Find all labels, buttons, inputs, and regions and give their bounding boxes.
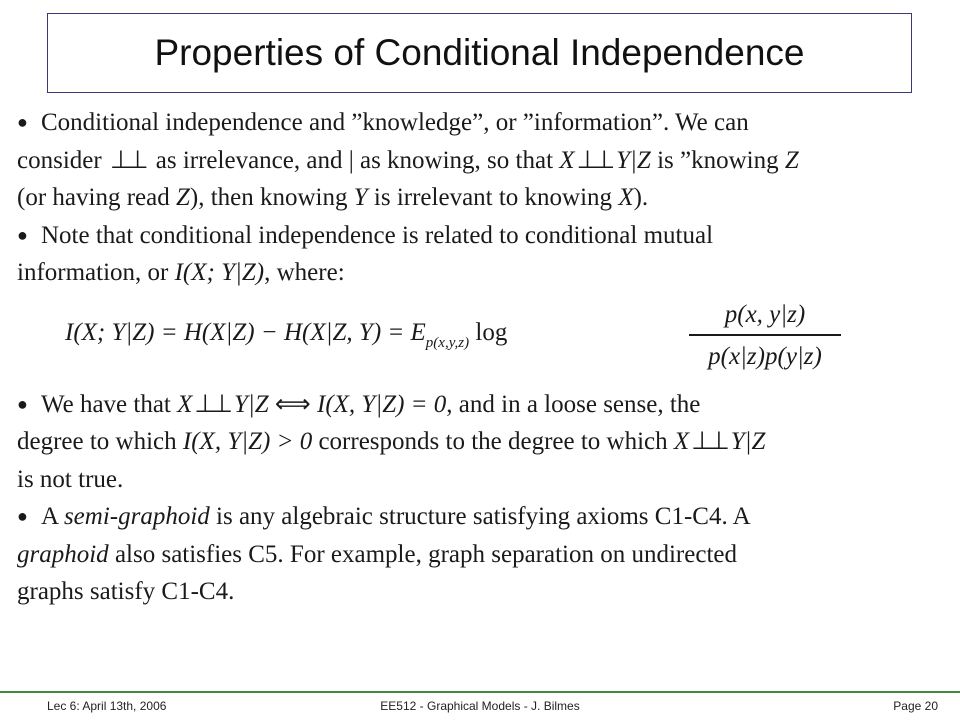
fraction-numerator: p(x, y|z) (724, 300, 806, 328)
independence-symbol: ⊥⊥ (194, 390, 228, 418)
bullet-3-line-1: ● We have that X⊥⊥ Y|Z ⟺ I(X, Y|Z) = 0, and in a loose sense, the (17, 386, 952, 424)
term-graphoid: graphoid (17, 540, 109, 568)
bullet-4-line-2: graphoid also satisfies C5. For example, graph separation on undirected (17, 540, 737, 568)
bullet-4 (17, 498, 952, 611)
bullet-dot: ● (17, 506, 28, 526)
equation-fraction (689, 296, 841, 376)
footer-page-number: Page 20 (893, 699, 938, 713)
bullet-3-line-3: is not true. (17, 465, 124, 493)
bullet-dot: ● (17, 112, 28, 132)
independence-symbol: ⊥⊥ (691, 428, 725, 455)
fraction-denominator: p(x|z)p(y|z) (708, 342, 822, 370)
bullet-1 (17, 104, 952, 217)
bullet-2 (17, 217, 952, 292)
bullet-dot: ● (17, 393, 28, 414)
bullet-2-line-1: ● Note that conditional independence is related to conditional mutual (17, 217, 952, 255)
independence-symbol: ⊥⊥ (109, 146, 144, 174)
iff-symbol: ⟺ (268, 390, 317, 418)
bullet-1-line-3: (or having read Z), then knowing Y is irrelevant to knowing X). (17, 184, 649, 211)
footer-rule (0, 691, 960, 693)
bullet-3-line-2: degree to which I(X, Y|Z) > 0 corresponds to the degree to which X⊥⊥ Y|Z (17, 428, 766, 455)
bullet-2-line-2: information, or I(X; Y|Z), where: (17, 259, 345, 286)
footer-lecture-date: Lec 6: April 13th, 2006 (47, 699, 167, 713)
footer-course: EE512 - Graphical Models - J. Bilmes (380, 699, 580, 713)
slide-content (17, 104, 952, 611)
term-semi-graphoid: semi-graphoid (63, 503, 210, 530)
bullet-3 (17, 386, 952, 499)
bullet-1-line-1: ● Conditional independence and ”knowledge”, or ”information”. We can (17, 104, 952, 142)
expectation-subscript: p(x,y,z) (425, 334, 470, 351)
mutual-information-equation (17, 296, 952, 376)
equation-lhs: I(X; Y|Z) = H(X|Z) − H(X|Z, $Y) = E_{p(x,y,z)}$ log (65, 318, 508, 351)
slide-title-box (47, 13, 912, 93)
independence-symbol: ⊥⊥ (576, 146, 611, 174)
bullet-4-line-3: graphs satisfy C1-C4. (17, 578, 235, 605)
bullet-dot: ● (17, 224, 28, 245)
bullet-1-line-2: consider ⊥⊥ as irrelevance, and | as knowing, so that X⊥⊥ Y|Z is ”knowing Z (17, 146, 799, 174)
bullet-4-line-1: ● A semi-graphoid is any algebraic structure satisfying axioms C1-C4. A (17, 498, 952, 536)
slide-title: Properties of Conditional Independence (154, 32, 805, 73)
